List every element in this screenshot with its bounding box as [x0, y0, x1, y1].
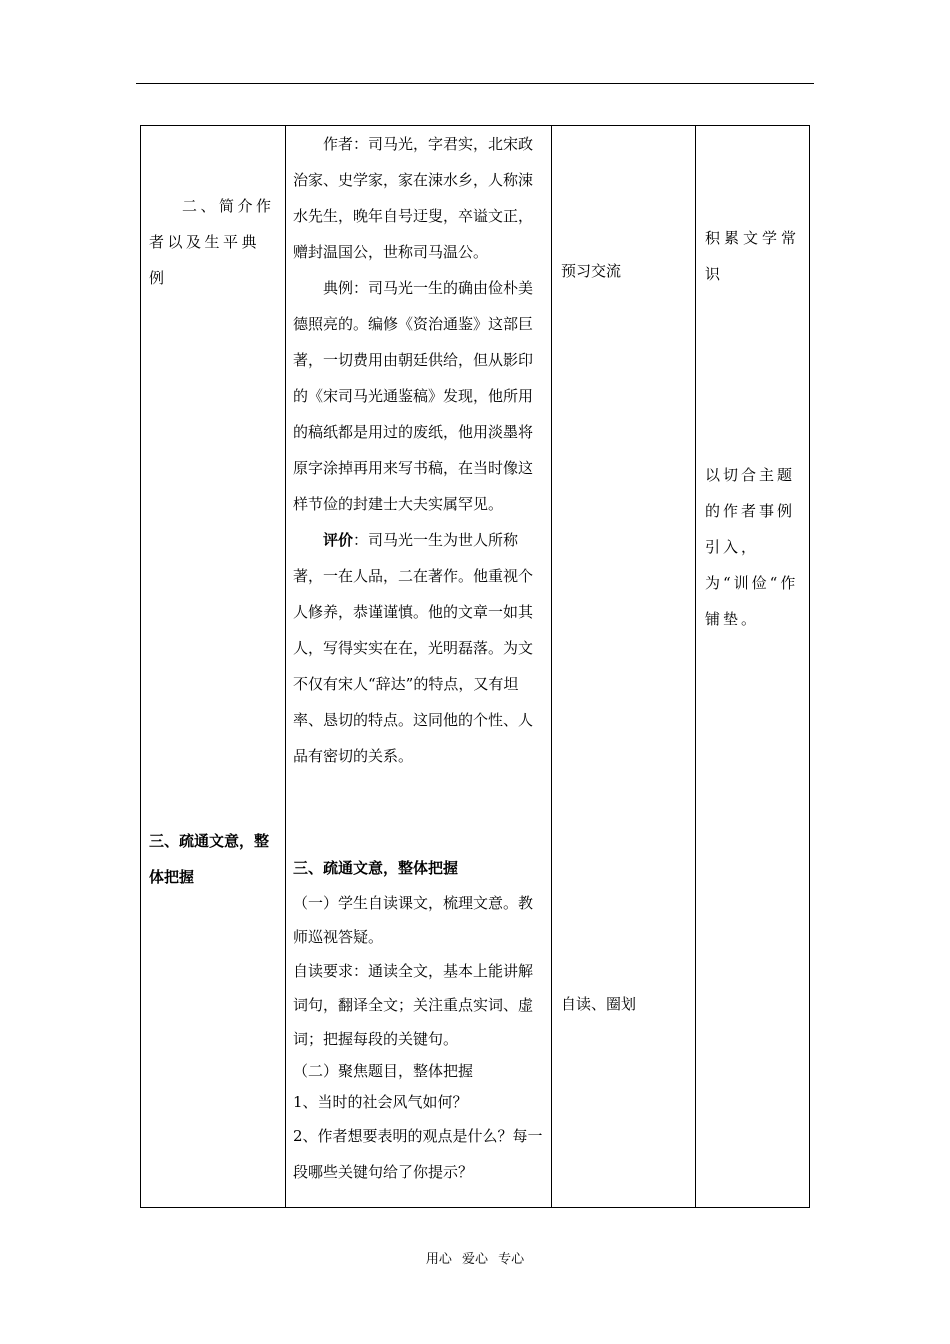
header-rule: [136, 83, 814, 84]
step2-text: （二）聚焦题目，整体把握: [293, 1062, 474, 1080]
evaluation-text: ：司马光一生为世人所称著，一在人品，二在著作。他重视个人修养，恭谨谨慎。他的文章一如其人，写得实实在在，光明磊落。为文不仅有宋人“辞达”的特点，又有坦率、恳切的特点。这同他的个性、人品有密切的关系。: [293, 531, 534, 765]
page-footer: 用心 爱心 专心: [425, 1252, 525, 1267]
activity-self-reading: 自读、圈划: [561, 995, 637, 1013]
evaluation-label: 评价: [323, 531, 354, 549]
section3-content: [293, 850, 545, 1190]
question-1: 1、当时的社会风气如何？: [293, 1093, 468, 1111]
evaluation-paragraph: [293, 522, 545, 774]
author-intro: 作者：司马光，字君实，北宋政治家、史学家，家在涑水乡，人称涑水先生，晚年自号迂叟，卒谥文正，赠封温国公，世称司马温公。: [293, 135, 534, 261]
question-2: 2、作者想要表明的观点是什么？每一段哪些关键句给了你提示？: [293, 1127, 543, 1181]
section2-title: 二、简介作者以及生平典例: [149, 197, 275, 287]
section3-title: 三、疏通文意，整体把握: [149, 832, 270, 886]
step1-text: （一）学生自读课文，梳理文意。教师巡视答疑。: [293, 894, 534, 946]
example-paragraph: 典例：司马光一生的确由俭朴美德照亮的。编修《资治通鉴》这部巨著，一切费用由朝廷供给，但从影印的《宋司马光通鉴稿》发现，他所用的稿纸都是用过的废纸，他用淡墨将原字涂掉再用来写书稿，在当时像这样节俭的封建士大夫实属罕见。: [293, 279, 534, 513]
column-divider: [695, 126, 696, 1207]
section3-heading: 三、疏通文意，整体把握: [293, 859, 459, 877]
content-cell: [293, 126, 545, 774]
column-divider: [285, 126, 286, 1207]
intent-literary-knowledge: 积累文学常识: [705, 229, 801, 283]
requirement-text: 自读要求：通读全文，基本上能讲解词句，翻译全文；关注重点实词、虚词；把握每段的关键句。: [293, 962, 534, 1048]
intent-topic-intro: 以切合主题的作者事例引入，为“训俭“作铺垫。: [705, 466, 799, 628]
column-divider: [551, 126, 552, 1207]
lesson-plan-table: [140, 125, 810, 1208]
activity-preview-exchange: 预习交流: [561, 262, 622, 280]
